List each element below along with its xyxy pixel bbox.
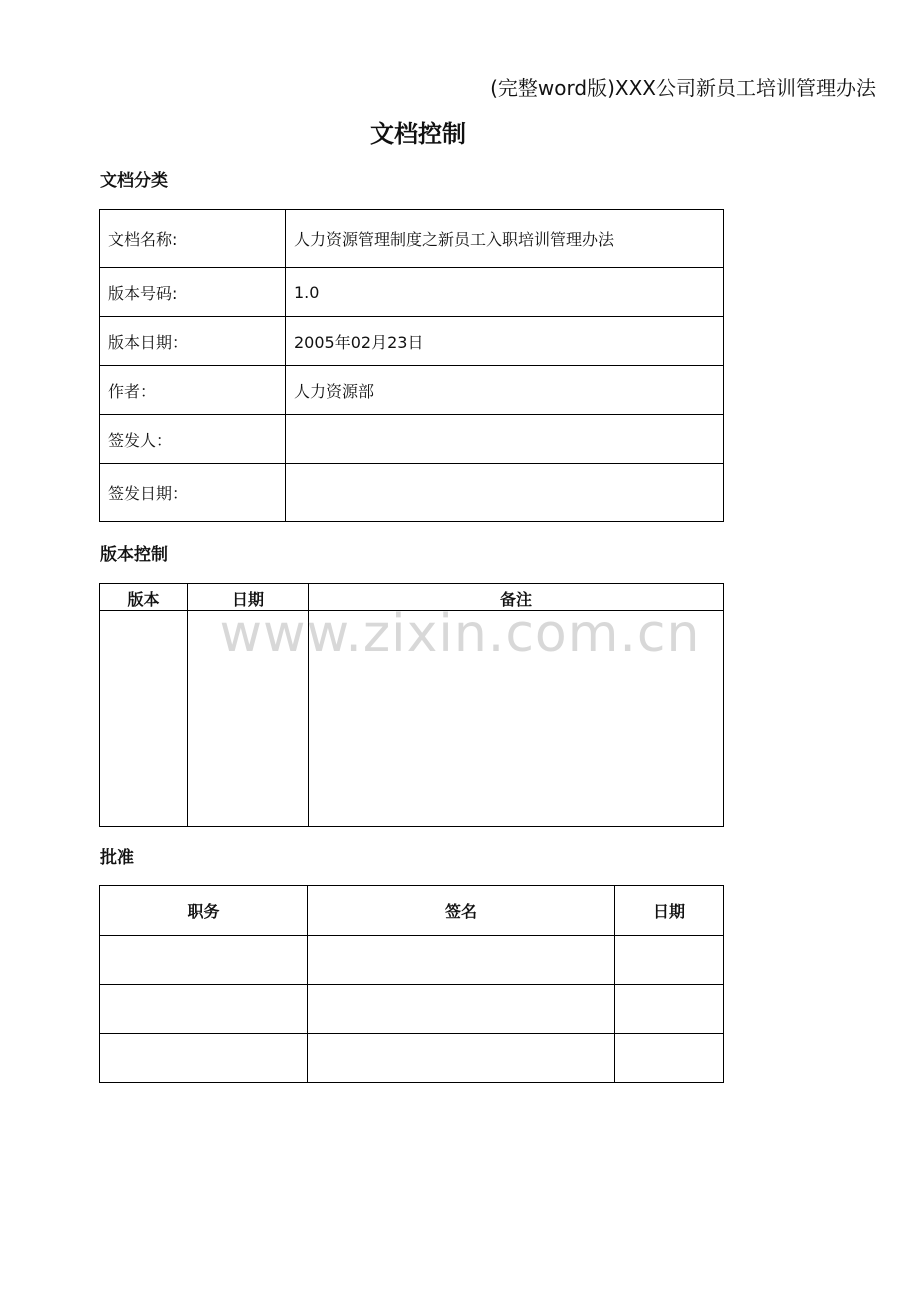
table-row — [100, 1034, 724, 1083]
info-label: 版本日期： — [100, 317, 286, 366]
document-info-table — [99, 209, 724, 522]
table-cell — [188, 611, 309, 827]
column-header: 日期 — [188, 584, 309, 611]
table-row — [100, 366, 724, 415]
info-label: 签发日期： — [100, 464, 286, 522]
watermark: www.zixin.com.cn — [219, 604, 701, 664]
column-header: 职务 — [100, 886, 308, 936]
table-header-row — [100, 584, 724, 611]
info-label: 文档名称: — [100, 210, 286, 268]
table-cell — [615, 1034, 724, 1083]
table-cell — [100, 936, 308, 985]
section-heading-approval: 批准 — [100, 848, 134, 868]
section-heading-classification: 文档分类 — [100, 171, 168, 191]
column-header: 备注 — [309, 584, 724, 611]
table-cell — [615, 985, 724, 1034]
info-value: 人力资源部 — [286, 366, 724, 415]
table-row — [100, 210, 724, 268]
table-row — [100, 611, 724, 827]
info-label: 签发人： — [100, 415, 286, 464]
table-cell — [308, 1034, 615, 1083]
info-value: 2005年02月23日 — [286, 317, 724, 366]
table-cell — [100, 611, 188, 827]
table-cell — [100, 985, 308, 1034]
table-row — [100, 317, 724, 366]
info-value: 1.0 — [286, 268, 724, 317]
table-cell — [100, 1034, 308, 1083]
table-row — [100, 464, 724, 522]
approval-table — [99, 885, 724, 1083]
info-label: 作者： — [100, 366, 286, 415]
table-cell — [615, 936, 724, 985]
table-cell — [308, 985, 615, 1034]
column-header: 签名 — [308, 886, 615, 936]
section-heading-version-control: 版本控制 — [100, 545, 168, 565]
info-label: 版本号码: — [100, 268, 286, 317]
table-row — [100, 268, 724, 317]
column-header: 日期 — [615, 886, 724, 936]
table-row — [100, 936, 724, 985]
info-value — [286, 464, 724, 522]
table-header-row — [100, 886, 724, 936]
page-title: 文档控制 — [370, 120, 466, 148]
info-value: 人力资源管理制度之新员工入职培训管理办法 — [286, 210, 724, 268]
table-row — [100, 415, 724, 464]
column-header: 版本 — [100, 584, 188, 611]
version-control-table — [99, 583, 724, 827]
info-value — [286, 415, 724, 464]
table-cell — [309, 611, 724, 827]
table-row — [100, 985, 724, 1034]
table-cell — [308, 936, 615, 985]
running-header: (完整word版)XXX公司新员工培训管理办法 — [490, 76, 876, 100]
